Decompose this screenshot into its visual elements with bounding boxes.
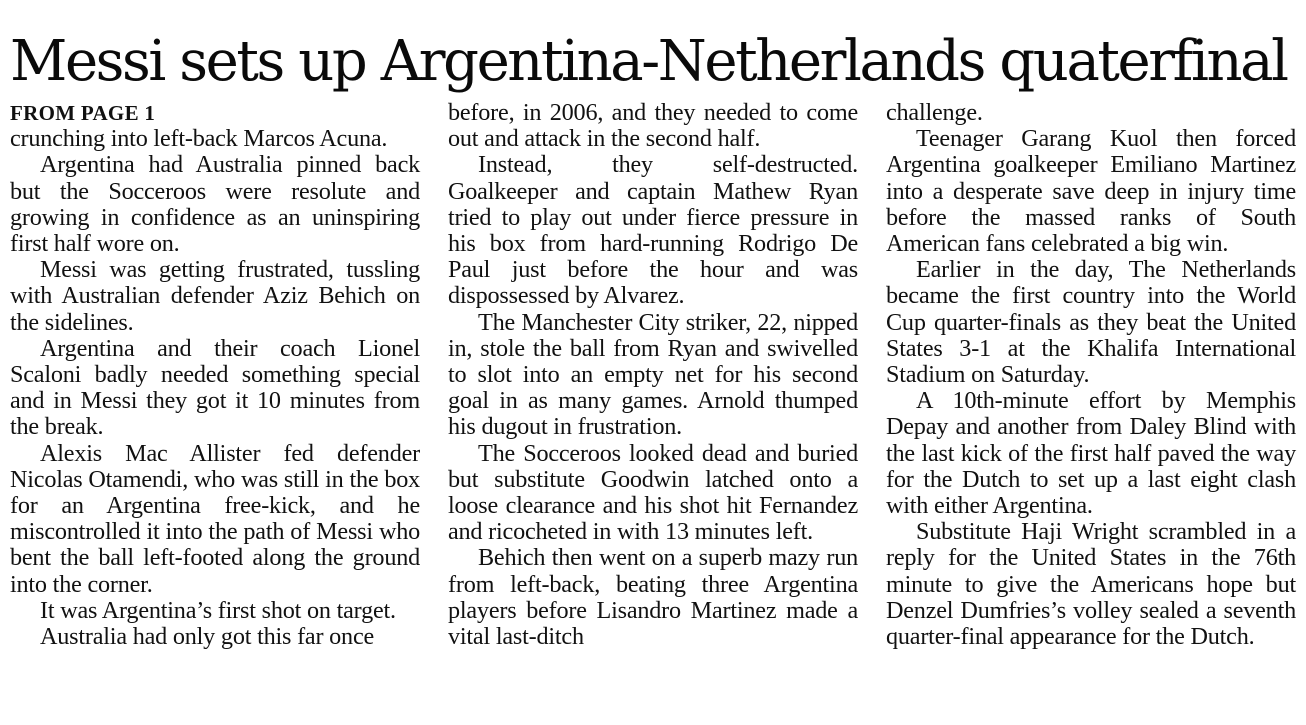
paragraph: challenge.: [886, 99, 983, 126]
paragraph: Alexis Mac Allister fed defender Nicolas Otamendi, who was still in the box for an Argentina free-kick, and he miscontrolled it into the path of Messi who bent the ball left-footed along the ground into the corner.: [10, 439, 420, 598]
paragraph: Messi was getting frustrated, tussling with Australian defender Aziz Behich on the sidelines.: [10, 256, 420, 336]
article-column-3: [886, 100, 1296, 650]
paragraph: The Socceroos looked dead and buried but substitute Goodwin latched onto a loose clearance and his shot hit Fernandez and ricocheted in with 13 minutes left.: [448, 439, 858, 546]
article-column-1: [10, 100, 420, 650]
paragraph: It was Argentina’s first shot on target.: [40, 596, 396, 624]
paragraph: Earlier in the day, The Netherlands became the first country into the World Cup quarter-finals as they beat the United States 3-1 at the Khalifa International Stadium on Saturday.: [886, 256, 1296, 389]
paragraph: A 10th-minute effort by Memphis Depay and another from Daley Blind with the last kick of the first half paved the way for the Dutch to set up a last eight clash with either Argentina.: [886, 387, 1296, 520]
paragraph: The Manchester City striker, 22, nipped in, stole the ball from Ryan and swivelled to slot into an empty net for his second goal in as many games. Arnold thumped his dugout in frustration.: [448, 308, 858, 441]
paragraph: Argentina had Australia pinned back but the Socceroos were resolute and growing in confidence as an uninspiring first half wore on.: [10, 151, 420, 258]
paragraph: crunching into left-back Marcos Acuna.: [10, 125, 388, 153]
paragraph: Instead, they self-destructed. Goalkeeper and captain Mathew Ryan tried to play out under fierce pressure in his box from hard-running Rodrigo De Paul just before the hour and was dispossessed by Alvarez.: [448, 151, 858, 310]
jump-label: FROM PAGE 1: [10, 101, 156, 125]
headline: Messi sets up Argentina-Netherlands quaterfinal: [10, 29, 1287, 94]
article-column-2: [448, 100, 858, 650]
paragraph: Argentina and their coach Lionel Scaloni badly needed something special and in Messi they got it 10 minutes from the break.: [10, 334, 420, 441]
paragraph: Teenager Garang Kuol then forced Argentina goalkeeper Emiliano Martinez into a desperate save deep in injury time before the massed ranks of South American fans celebrated a big win.: [886, 125, 1296, 258]
paragraph: Behich then went on a superb mazy run from left-back, beating three Argentina players before Lisandro Martinez made a vital last-ditch: [448, 544, 858, 651]
paragraph: before, in 2006, and they needed to come out and attack in the second half.: [448, 99, 858, 153]
paragraph: Australia had only got this far once: [40, 623, 375, 651]
paragraph: Substitute Haji Wright scrambled in a reply for the United States in the 76th minute to give the Americans hope but Denzel Dumfries’s volley sealed a seventh quarter-final appearance for the Dutch.: [886, 518, 1296, 651]
